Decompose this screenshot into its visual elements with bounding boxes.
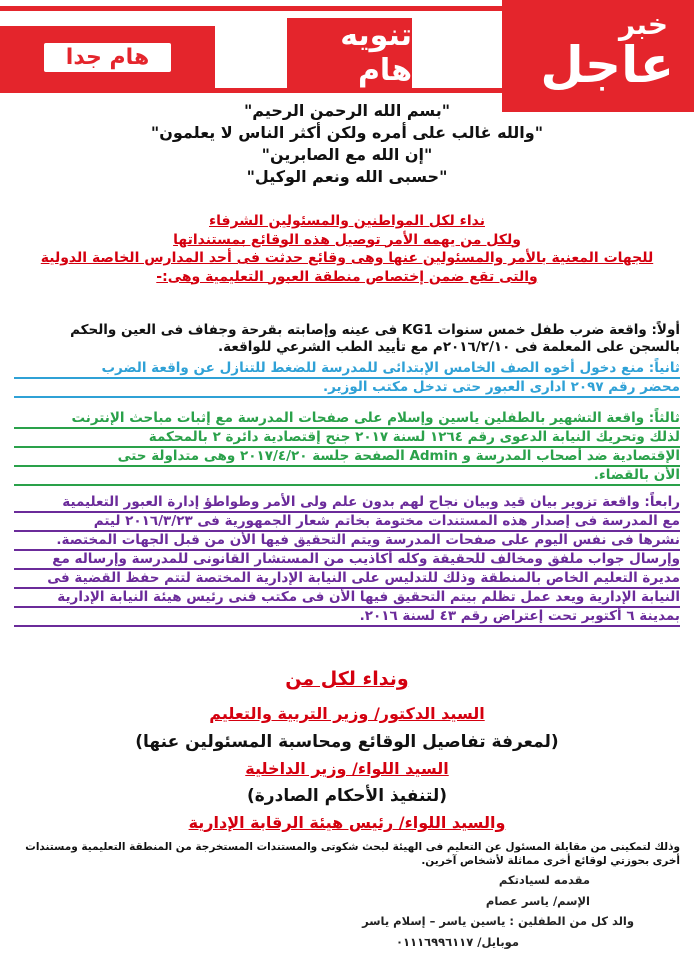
minister-education: السيد الدكتور/ وزير التربية والتعليم (209, 704, 485, 723)
paragraph-line: رابعاً: واقعة تزوير بيان قيد وبيان نجاح لهم بدون علم ولى الأمر وطواطؤ إدارة العبور التعليمية (14, 494, 680, 513)
breaking-news-badge (502, 0, 694, 112)
verse-line: "إن الله مع الصابرين" (261, 145, 433, 164)
admin-control-head: والسيد اللواء/ رئيس هيئة الرقابة الإدارية (188, 813, 506, 832)
minister-interior: السيد اللواء/ وزير الداخلية (245, 759, 449, 778)
appeal-block (18, 212, 676, 286)
closing-line: أخرى بحوزتي لوقائع أخرى مماثلة لأشخاص آخرين. (421, 855, 680, 867)
closing-paragraph (14, 840, 680, 868)
closing-line: وذلك لتمكينى من مقابلة المسئول عن التعليم فى الهيئة لبحث شكوتى والمستندات المستخرجة من المنطقة التعليمية ومستندات (25, 841, 680, 853)
call-title: ونداء لكل من (285, 668, 409, 690)
paragraph-line: الأن بالقضاء. (14, 467, 680, 486)
paragraph-line: بالسجن على المعلمة فى ٢٠١٦/٢/١٠م مع تأييد الطب الشرعي للواقعة. (218, 339, 680, 355)
paragraph-line: بمدينة ٦ أكتوبر تحت إعتراض رقم ٤٣ لسنة ٢٠١٦. (14, 608, 680, 627)
paragraph-line: مع المدرسة فى إصدار هذه المستندات مختومة بخاتم شعار الجمهورية فى ٢٠١٦/٣/٢٣ ليتم (14, 513, 680, 532)
paragraph-line: نشرها فى نفس اليوم على صفحات المدرسة ويتم التحقيق فيها الأن من قبل الجهات المختصة. (14, 532, 680, 551)
paragraph-line: وإرسال جواب ملفق ومخالف للحقيقة وكله أكاذيب من المستشار القانونى للمدرسة وإرساله مع (14, 551, 680, 570)
very-important-badge (0, 26, 215, 88)
important-notice-badge: تنويه هام (287, 18, 412, 88)
verse-line: "والله غالب على أمره ولكن أكثر الناس لا يعلمون" (150, 123, 544, 142)
breaking-news-big: عاجل (540, 36, 674, 94)
paragraph-line: ثالثاً: واقعة التشهير بالطفلين ياسين وإسلام على صفحات المدرسة مع إثبات مباحث الإنترنت (14, 410, 680, 429)
purpose-line-2: (لتنفيذ الأحكام الصادرة) (247, 786, 447, 806)
paragraph-line: لذلك وتحريك النيابة الدعوى رقم ١٢٦٤ لسنة ٢٠١٧ جنح إقتصادية دائرة ٢ بالمحكمة (14, 429, 680, 448)
verse-line: "بسم الله الرحمن الرحيم" (243, 101, 451, 120)
signer-name: الإسم/ ياسر عصام (485, 894, 590, 908)
incident-third (14, 410, 680, 486)
presented-by: مقدمه لسيادتكم (498, 873, 590, 887)
incident-first (14, 322, 680, 356)
opening-verses (18, 100, 676, 188)
incident-fourth (14, 494, 680, 627)
incident-second (14, 360, 680, 398)
signer-relation: والد كل من الطفلين : ياسين ياسر – إسلام ياسر (362, 914, 634, 928)
paragraph-line: أولاً: واقعة ضرب طفل خمس سنوات KG1 فى عينه وإصابته بقرحة وجفاف فى العين والحكم (70, 322, 680, 338)
appeal-line: للجهات المعنية بالأمر والمسئولين عنها وهى وقائع حدثت فى أحد المدارس الخاصة الدولية (40, 250, 654, 266)
paragraph-line: النيابة الإدارية ويعد عمل تظلم بيتم التحقيق فيها الأن فى مكتب فنى رئيس هيئة النيابة الإدارية (14, 589, 680, 608)
signer-mobile: موبايل/ ٠١١١٦٩٩٦١١٧ (396, 935, 519, 949)
appeal-line: والتى تقع ضمن إختصاص منطقة العبور التعليمية وهى:- (156, 268, 538, 285)
paragraph-line: مديرة التعليم الخاص بالمنطقة وذلك للتدليس على النيابة الإدارية المختصة لتتم حفظ القضية فى (14, 570, 680, 589)
very-important-label: هام جدا (44, 43, 171, 72)
appeal-line: ولكل من يهمه الأمر توصيل هذه الوقائع بمستنداتها (173, 231, 521, 248)
appeal-line: نداء لكل المواطنين والمسئولين الشرفاء (209, 213, 485, 229)
paragraph-line: ثانياً: منع دخول أخوه الصف الخامس الإبتدائى للمدرسة للضغط للتنازل عن واقعة الضرب (14, 360, 680, 379)
purpose-line-1: (لمعرفة تفاصيل الوقائع ومحاسبة المسئولين عنها) (135, 732, 559, 752)
paragraph-line: الإقتصادية ضد أصحاب المدرسة و Admin الصفحة جلسة ٢٠١٧/٤/٢٠ وهى متداولة حتى (14, 448, 680, 467)
paragraph-line: محضر رقم ٢٠٩٧ ادارى العبور حتى تدخل مكتب الوزير. (14, 379, 680, 398)
breaking-news-small: خبر (618, 8, 668, 41)
verse-line: "حسبى الله ونعم الوكيل" (246, 167, 448, 186)
